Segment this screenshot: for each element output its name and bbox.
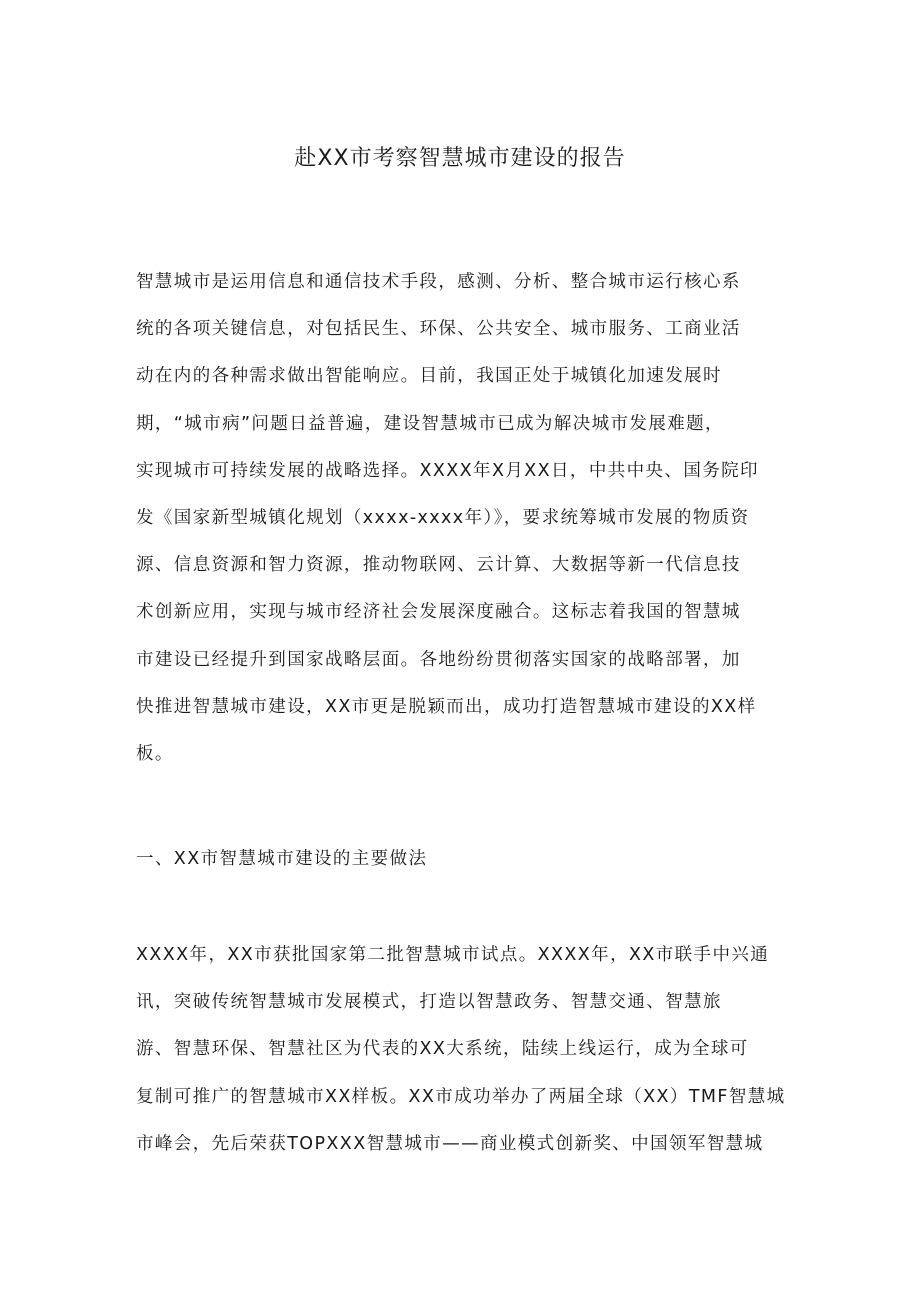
paragraph-line: 实现城市可持续发展的战略选择。XXXX年X月XX日，中共中央、国务院印 (136, 460, 759, 481)
paragraph-line: 快推进智慧城市建设，XX市更是脱颖而出，成功打造智慧城市建设的XX样 (136, 696, 757, 717)
paragraph-line: 发《国家新型城镇化规划（xxxx-xxxx年）》，要求统筹城市发展的物质资 (136, 507, 750, 528)
section-paragraph (136, 932, 786, 1168)
paragraph-line: 统的各项关键信息，对包括民生、环保、公共安全、城市服务、工商业活 (136, 319, 741, 340)
paragraph-line: XXXX年，XX市获批国家第二批智慧城市试点。XXXX年，XX市联手中兴通 (136, 945, 770, 965)
paragraph-line: 期，“城市病”问题日益普遍，建设智慧城市已成为解决城市发展难题， (136, 413, 724, 434)
section-heading: 一、XX市智慧城市建设的主要做法 (136, 849, 428, 869)
paragraph-line: 游、智慧环保、智慧社区为代表的XX大系统，陆续上线运行，成为全球可 (136, 1039, 749, 1060)
paragraph-line: 市建设已经提升到国家战略层面。各地纷纷贯彻落实国家的战略部署，加 (136, 649, 741, 670)
paragraph-line: 智慧城市是运用信息和通信技术手段，感测、分析、整合城市运行核心系 (136, 272, 741, 292)
paragraph-line: 动在内的各种需求做出智能响应。目前，我国正处于城镇化加速发展时 (136, 366, 722, 387)
paragraph-line: 复制可推广的智慧城市XX样板。XX市成功举办了两届全球（XX）TMF智慧城 (136, 1086, 786, 1107)
intro-paragraph (136, 259, 786, 778)
paragraph-line: 术创新应用，实现与城市经济社会发展深度融合。这标志着我国的智慧城 (136, 602, 741, 623)
paragraph-line: 源、信息资源和智力资源，推动物联网、云计算、大数据等新一代信息技 (136, 555, 741, 576)
paragraph-line: 板。 (136, 743, 174, 764)
document-title: 赴XX市考察智慧城市建设的报告 (294, 146, 626, 171)
paragraph-line: 讯，突破传统智慧城市发展模式，打造以智慧政务、智慧交通、智慧旅 (136, 992, 722, 1013)
paragraph-line: 市峰会，先后荣获TOPXXX智慧城市——商业模式创新奖、中国领军智慧城 (136, 1133, 764, 1154)
